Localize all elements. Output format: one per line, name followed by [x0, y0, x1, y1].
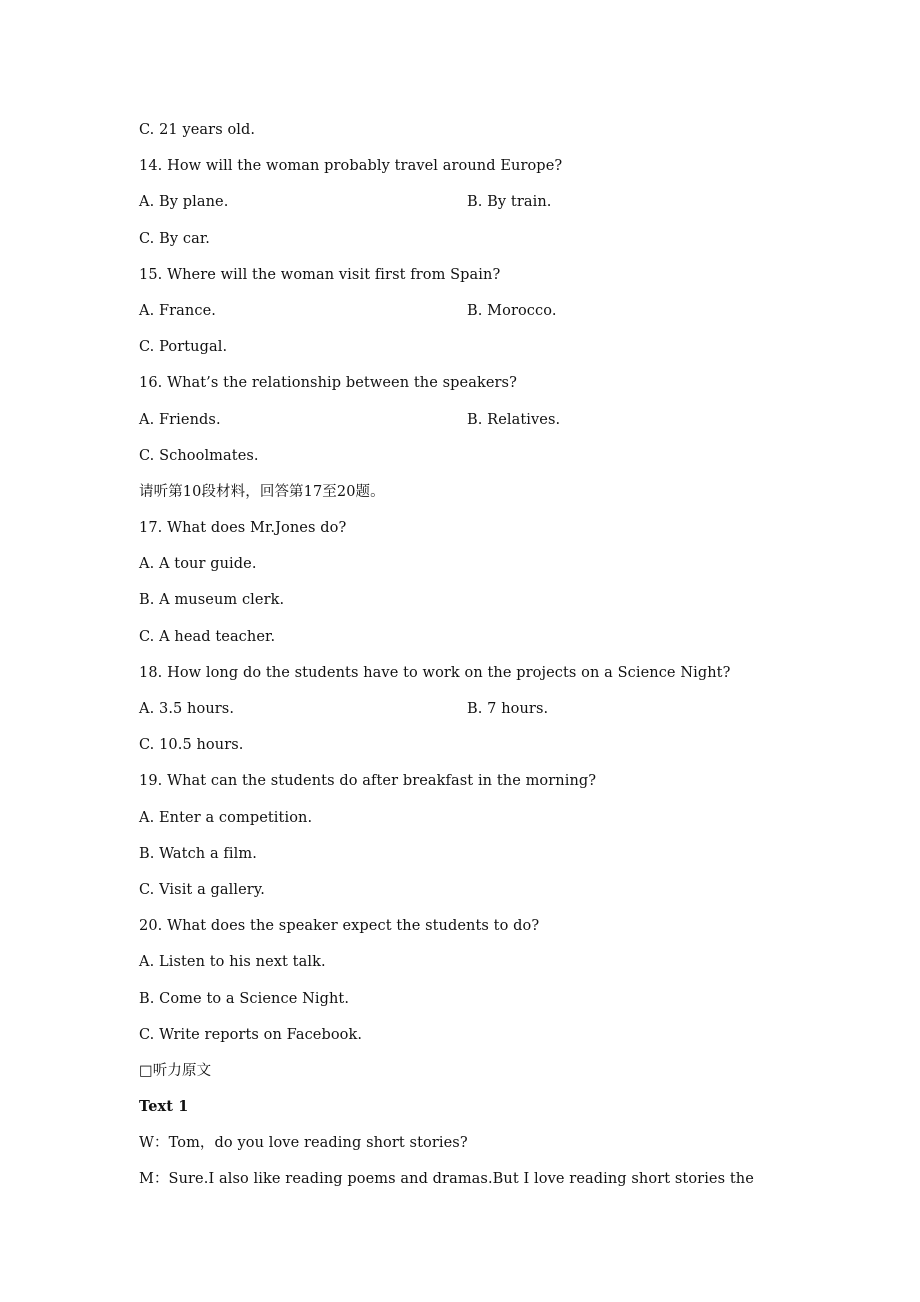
option-17c: C. A head teacher.: [139, 628, 276, 645]
option-row-18: [139, 697, 819, 733]
question-14: 14. How will the woman probably travel around Europe?: [139, 158, 563, 175]
option-19a: A. Enter a competition.: [139, 809, 313, 826]
option-14c: C. By car.: [139, 230, 210, 247]
question-18: 18. How long do the students have to work on the projects on a Science Night?: [139, 664, 731, 681]
question-19: 19. What can the students do after breakfast in the morning?: [139, 773, 597, 790]
option-16b: B. Relatives.: [467, 411, 561, 428]
option-15c: C. Portugal.: [139, 339, 228, 356]
option-20b: B. Come to a Science Night.: [139, 990, 350, 1007]
option-14a: A. By plane.: [139, 194, 229, 211]
option-20c: C. Write reports on Facebook.: [139, 1026, 363, 1043]
text-1-heading: Text 1: [139, 1098, 189, 1116]
question-15: 15. Where will the woman visit first from Spain?: [139, 266, 501, 283]
option-14b: B. By train.: [467, 194, 552, 211]
option-row-16: [139, 408, 819, 444]
option-15a: A. France.: [139, 302, 216, 319]
question-17: 17. What does Mr.Jones do?: [139, 520, 347, 537]
dialogue-line-w: W：Tom，do you love reading short stories?: [139, 1135, 468, 1152]
option-16c: C. Schoolmates.: [139, 447, 259, 464]
option-19b: B. Watch a film.: [139, 845, 257, 862]
option-18c: C. 10.5 hours.: [139, 737, 244, 754]
option-17a: A. A tour guide.: [139, 556, 257, 573]
option-18a: A. 3.5 hours.: [139, 701, 235, 717]
dialogue-line-m: M：Sure.I also like reading poems and dramas.But I love reading short stories the: [139, 1171, 754, 1188]
option-15b: B. Morocco.: [467, 302, 557, 319]
option-row-14: [139, 190, 819, 226]
option-row-15: [139, 299, 819, 335]
option-20a: A. Listen to his next talk.: [139, 954, 326, 971]
option-17b: B. A museum clerk.: [139, 592, 285, 609]
question-16: 16. What’s the relationship between the speakers?: [139, 375, 517, 392]
transcript-heading: □听力原文: [139, 1062, 212, 1079]
option-16a: A. Friends.: [139, 411, 221, 428]
document-page: [139, 118, 819, 1204]
section-instruction: 请听第10段材料，回答第17至20题。: [139, 483, 385, 500]
question-20: 20. What does the speaker expect the students to do?: [139, 918, 540, 935]
option-18b: B. 7 hours.: [467, 701, 549, 717]
answer-option-13c: C. 21 years old.: [139, 122, 256, 138]
option-19c: C. Visit a gallery.: [139, 881, 265, 898]
